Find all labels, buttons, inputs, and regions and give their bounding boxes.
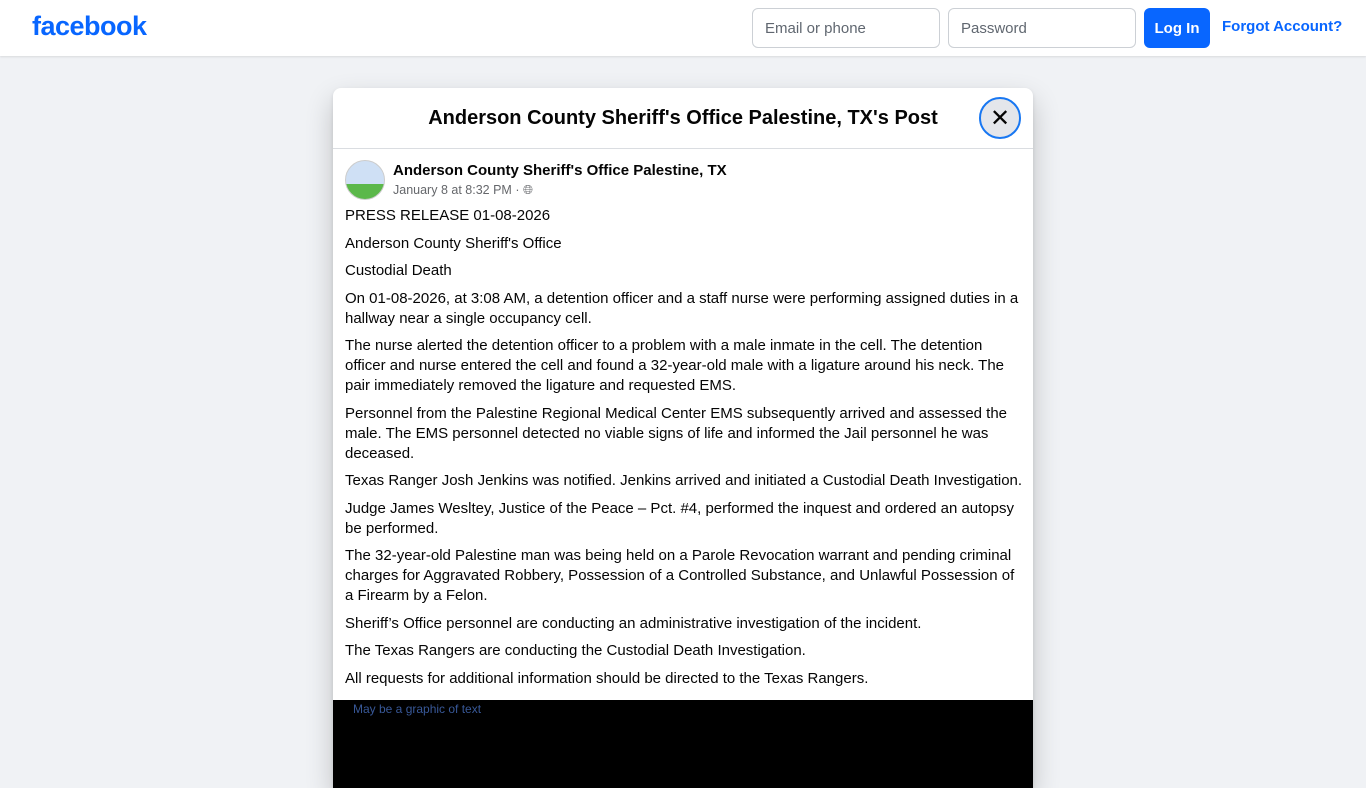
post-paragraph: Custodial Death: [345, 262, 452, 279]
post-paragraph: The nurse alerted the detention officer to a problem with a male inmate in the cell. The detention officer and nurse entered the cell and found a 32-year-old male with a ligature around his neck. The pair immediately removed the ligature and requested EMS.: [345, 337, 1005, 394]
post-date[interactable]: January 8 at 8:32 PM: [393, 183, 512, 197]
facebook-logo[interactable]: facebook: [32, 11, 147, 41]
post-body: [345, 206, 1025, 696]
email-input[interactable]: [752, 8, 940, 48]
post-image[interactable]: [333, 700, 1033, 788]
globe-icon: 🌐︎: [522, 183, 533, 197]
post-paragraph: Sheriff’s Office personnel are conducting an administrative investigation of the incident.: [345, 614, 922, 632]
post-paragraph: The Texas Rangers are conducting the Custodial Death Investigation.: [345, 642, 806, 659]
close-icon: ✕: [989, 104, 1011, 132]
post-paragraph: On 01-08-2026, at 3:08 AM, a detention officer and a staff nurse were performing assigned duties in a hallway near a single occupancy cell.: [345, 289, 1019, 327]
top-bar: [0, 0, 1366, 56]
post-paragraph: The 32-year-old Palestine man was being held on a Parole Revocation warrant and pending criminal charges for Aggravated Robbery, Possession of a Controlled Substance, and Unlawful Possession of a Firearm by a Felon.: [345, 547, 1015, 604]
separator: ·: [515, 183, 520, 197]
post-paragraph: All requests for additional information should be directed to the Texas Rangers.: [345, 669, 869, 687]
post-paragraph: Judge James Wesltey, Justice of the Peace – Pct. #4, performed the inquest and ordered an autopsy be performed.: [345, 499, 1015, 537]
author-name[interactable]: Anderson County Sheriff's Office Palestine, TX: [393, 162, 727, 179]
post-paragraph: Anderson County Sheriff's Office: [345, 234, 562, 252]
password-input[interactable]: [948, 8, 1136, 48]
post-paragraph: PRESS RELEASE 01-08-2026: [345, 207, 551, 224]
login-button[interactable]: Log In: [1144, 8, 1210, 48]
image-alt-text: May be a graphic of text: [353, 702, 482, 716]
modal-title: Anderson County Sheriff's Office Palestine, TX's Post: [333, 88, 1033, 149]
post-paragraph: Texas Ranger Josh Jenkins was notified. Jenkins arrived and initiated a Custodial Death Investigation.: [345, 472, 1023, 489]
post-modal: [333, 88, 1033, 788]
post-author: [345, 160, 727, 200]
close-button[interactable]: [979, 97, 1021, 139]
forgot-account-link[interactable]: Forgot Account?: [1222, 18, 1343, 35]
avatar[interactable]: [345, 160, 385, 200]
post-paragraph: Personnel from the Palestine Regional Medical Center EMS subsequently arrived and assessed the male. The EMS personnel detected no viable signs of life and informed the Jail personnel he was deceased.: [345, 404, 1008, 462]
